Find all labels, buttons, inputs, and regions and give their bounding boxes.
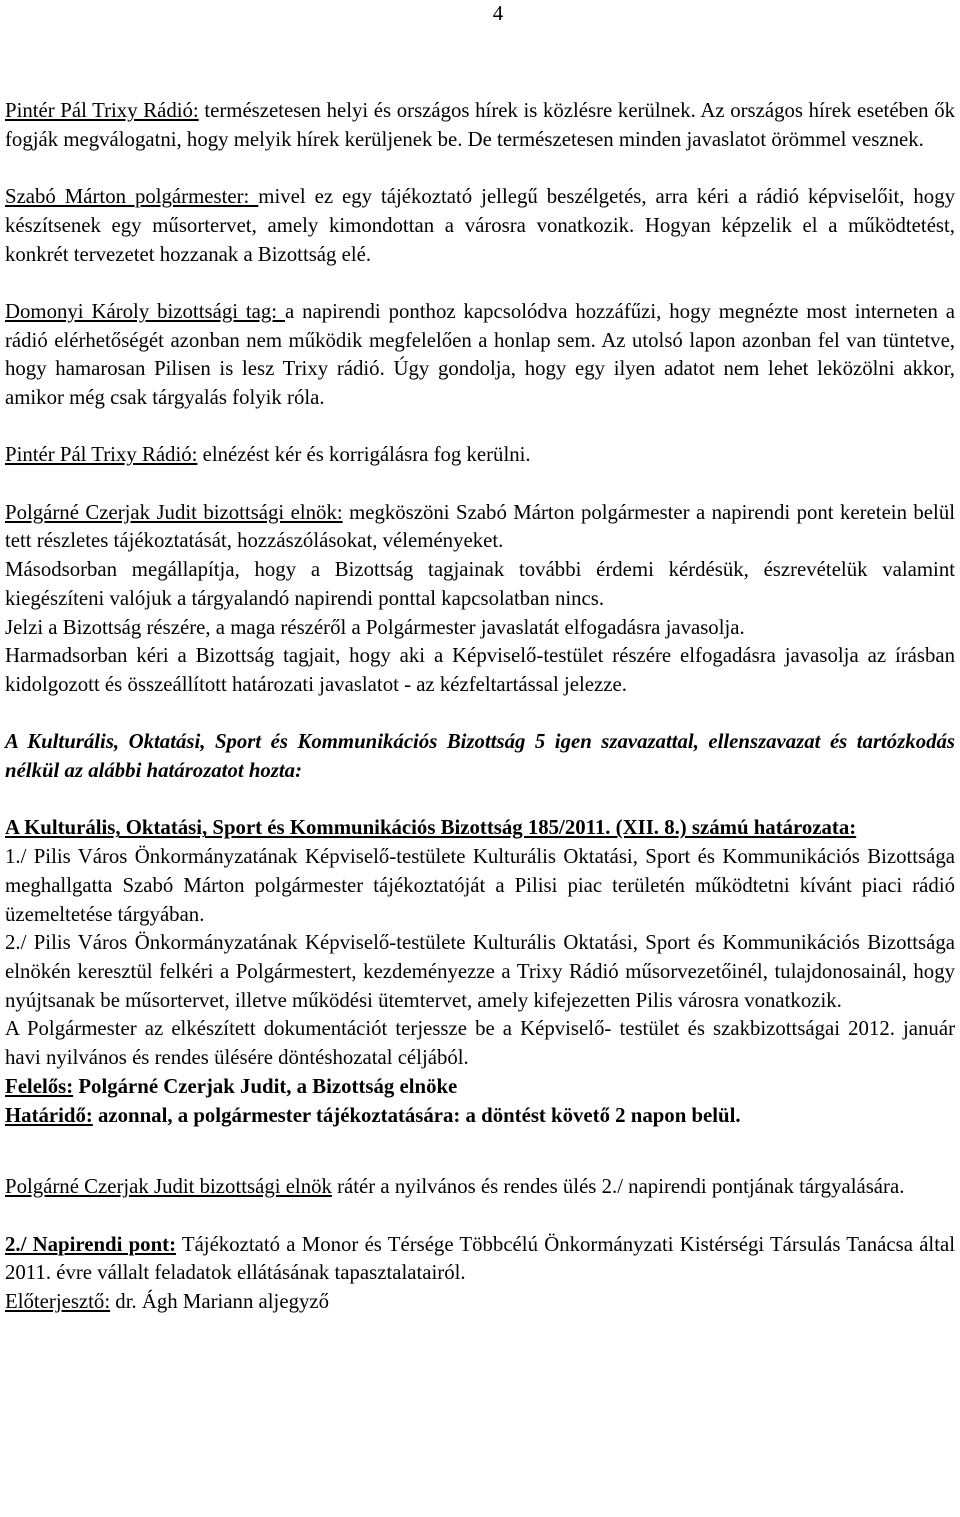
responsible-label: Felelős: — [5, 1074, 74, 1098]
page-number: 4 — [492, 2, 504, 25]
speaker-name: Pintér Pál Trixy Rádió: — [5, 99, 199, 122]
speaker-name: Domonyi Károly bizottsági tag: — [5, 299, 285, 323]
paragraph-trixy-1 — [5, 97, 955, 154]
paragraph-text: elnézést kér és korrigálásra fog kerülni. — [197, 443, 531, 467]
agenda-label: 2./ Napirendi pont: — [5, 1232, 176, 1256]
presenter-value: dr. Ágh Mariann aljegyző — [110, 1290, 329, 1314]
paragraph-chair-3: Jelzi a Bizottság részére, a maga részéről a Polgármester javaslatát elfogadásra javasolja. — [5, 615, 745, 639]
paragraph-text: mivel ez egy tájékoztató jellegű beszélgetés, arra kéri a rádió képviselőit, hogy készítsenek egy műsortervet, amely kimondottan a városra vonatkozik. Hogyan képzelik el a működtetést, konkrét tervezetet hozzanak a Bizottság elé. — [5, 185, 955, 266]
presenter-label: Előterjesztő: — [5, 1290, 111, 1314]
responsible-value: Polgárné Czerjak Judit, a Bizottság elnöke — [73, 1074, 458, 1098]
resolution-point-3: A Polgármester az elkészített dokumentációt terjessze be a Képviselő- testület és szakbizottságai 2012. január havi nyilvános és rendes ülésére döntéshozatal céljából. — [5, 1017, 955, 1070]
paragraph-mayor — [5, 183, 955, 269]
paragraph-text: rátér a nyilvános és rendes ülés 2./ napirendi pontjának tárgyalására. — [331, 1175, 905, 1199]
deadline-label: Határidő: — [5, 1103, 93, 1127]
paragraph-trixy-2 — [5, 441, 955, 470]
vote-result: A Kulturális, Oktatási, Sport és Kommunikációs Bizottság 5 igen szavazattal, ellenszavazat és tartózkodás nélkül az alábbi határozatot hozta: — [5, 730, 955, 783]
paragraph-text: megköszöni Szabó Márton polgármester a napirendi pont keretein belül tett részletes tájékoztatását, hozzászólásokat, véleményeket. — [5, 500, 955, 553]
paragraph-text: a napirendi ponthoz kapcsolódva hozzáfűzi, hogy megnézte most interneten a rádió elérhetőségét azonban nem működik megfelelően a honlap sem. Az utolsó lapon azonban fel van tüntetve, hogy hamarosan Pilisen is lesz Trixy rádió. Úgy gondolja, hogy egy ilyen adatot nem lehet leközölni akkor, amikor még csak tárgyalás folyik róla. — [5, 299, 955, 409]
speaker-name: Polgárné Czerjak Judit bizottsági elnök — [5, 1175, 332, 1199]
paragraph-domonyi — [5, 298, 955, 413]
speaker-name: Pintér Pál Trixy Rádió: — [5, 443, 198, 467]
paragraph-chair-4: Harmadsorban kéri a Bizottság tagjait, hogy aki a Képviselő-testület részére elfogadásra javasolja az írásban kidolgozott és összeállított határozati javaslatot - az kézfeltartással jelezze. — [5, 644, 955, 696]
presenter-line — [5, 1288, 955, 1317]
resolution-point-2: 2./ Pilis Város Önkormányzatának Képviselő-testülete Kulturális Oktatási, Sport és Kommunikációs Bizottsága elnökén keresztül felkéri a Polgármestert, kezdeményezze a Trixy Rádió műsorvezetőinél, tulajdonosainál, hogy nyújtsanak be műsortervet, illetve működési ütemtervet, amely kifejezetten Pilis városra vonatkozik. — [5, 931, 955, 1012]
speaker-name: Polgárné Czerjak Judit bizottsági elnök: — [5, 500, 343, 524]
deadline-value: azonnal, a polgármester tájékoztatására: a döntést követő 2 napon belül. — [92, 1103, 741, 1127]
paragraph-chair-2: Másodsorban megállapítja, hogy a Bizottság tagjainak további érdemi kérdésük, észrevételük valamint kiegészíteni valójuk a tárgyalandó napirendi ponttal kapcsolatban nincs. — [5, 558, 955, 610]
resolution-point-1: 1./ Pilis Város Önkormányzatának Képviselő-testülete Kulturális Oktatási, Sport és Kommunikációs Bizottsága meghallgatta Szabó Márton polgármester tájékoztatóját a Pilisi piac területén működtetni kívánt piaci rádió üzemeltetése tárgyában. — [5, 845, 955, 926]
resolution-title: A Kulturális, Oktatási, Sport és Kommunikációs Bizottság 185/2011. (XII. 8.) számú határozata: — [5, 816, 857, 840]
paragraph-text: természetesen helyi és országos hírek is közlésre kerülnek. Az országos hírek esetében ők fogják megválogatni, hogy melyik hírek kerüljenek be. De természetesen minden javaslatot örömmel vesznek. — [5, 99, 956, 151]
agenda-text: Tájékoztató a Monor és Térsége Többcélú Önkormányzati Kistérségi Társulás Tanácsa által 2011. évre vállalt feladatok ellátásának tapasztalatairól. — [5, 1232, 955, 1285]
paragraph-chair — [5, 499, 955, 556]
speaker-name: Szabó Márton polgármester: — [5, 185, 259, 209]
agenda-item-2 — [5, 1231, 955, 1288]
document-body — [5, 97, 955, 1317]
paragraph-chair-next — [5, 1173, 955, 1202]
deadline-line — [5, 1102, 955, 1131]
responsible-line — [5, 1073, 955, 1102]
